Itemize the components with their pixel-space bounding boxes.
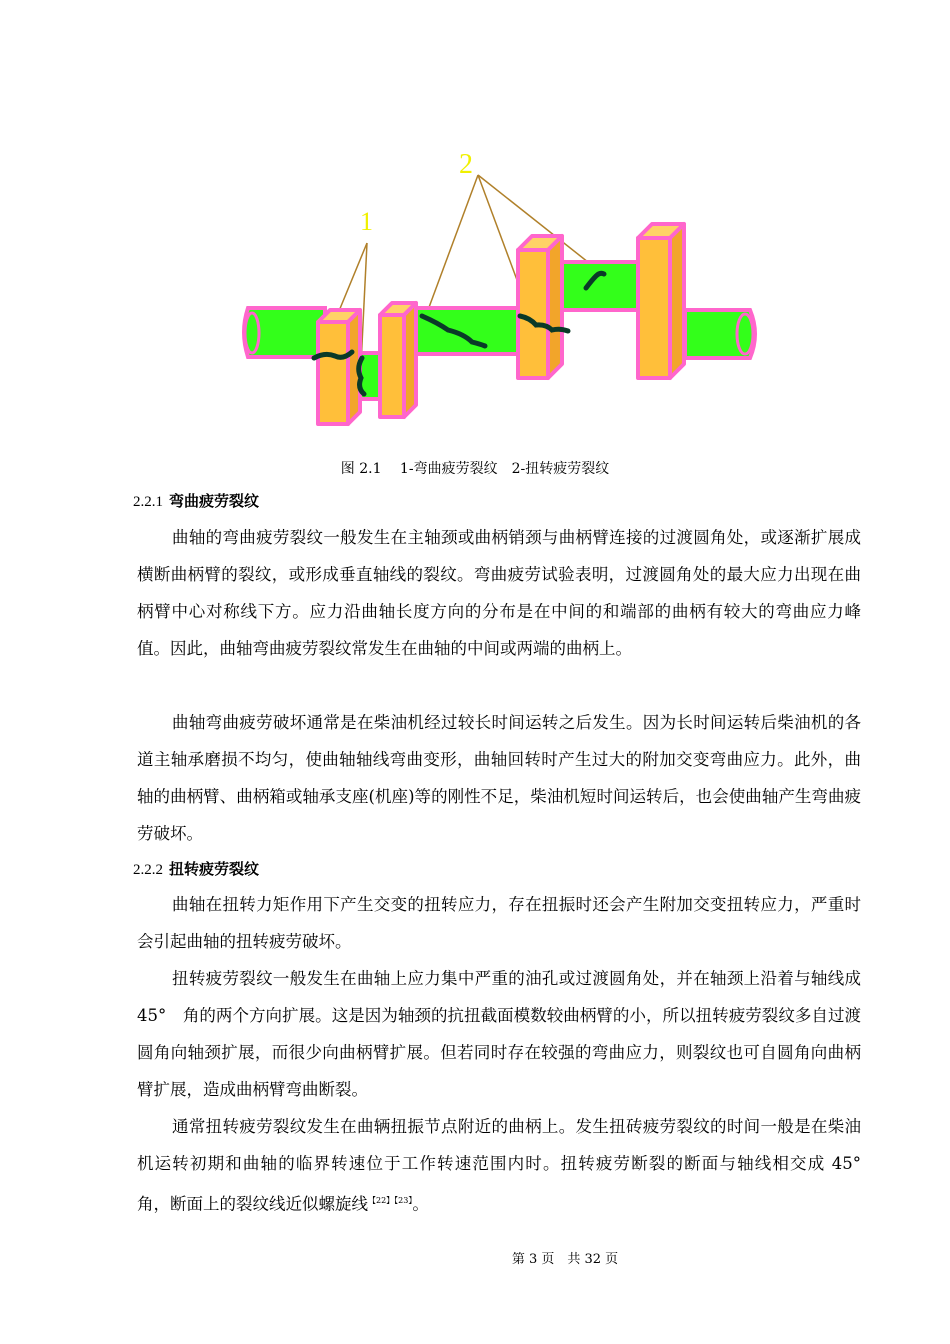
section-title: 扭转疲劳裂纹 (169, 860, 260, 878)
crank-web-3-side (548, 236, 562, 378)
main-journal-middle (415, 308, 520, 354)
crank-web-1-face (318, 322, 348, 424)
paragraph (137, 1108, 878, 1223)
paragraph: 曲轴在扭转力矩作用下产生交变的扭转应力，存在扭振时还会产生附加交变扭转应力，严重时会引起曲轴的扭转疲劳破坏。 (137, 895, 861, 951)
paragraph: 曲轴弯曲疲劳破坏通常是在柴油机经过较长时间运转之后发生。因为长时间运转后柴油机的各道主轴承磨损不均匀，使曲轴轴线弯曲变形，曲轴回转时产生过大的附加交变弯曲应力。此外，曲轴的曲柄臂、曲柄箱或轴承支座(机座)等的刚性不足，柴油机短时间运转后，也会使曲轴产生弯曲疲劳破坏。 (137, 713, 861, 843)
section-number: 2.2.2 (133, 862, 163, 878)
leader-line (428, 175, 478, 310)
crank-web-4-face (638, 238, 670, 378)
crankshaft-diagram (230, 140, 770, 440)
page-footer: 第 3 页 共 32 页 (511, 1252, 619, 1267)
journal-end (737, 314, 753, 354)
paragraph: 曲轴的弯曲疲劳裂纹一般发生在主轴颈或曲柄销颈与曲柄臂连接的过渡圆角处，或逐渐扩展成横断曲柄臂的裂纹，或形成垂直轴线的裂纹。弯曲疲劳试验表明，过渡圆角处的最大应力出现在曲柄臂中心对称线下方。应力沿曲轴长度方向的分布是在中间的和端部的曲柄有较大的弯曲应力峰值。因此，曲轴弯曲疲劳裂纹常发生在曲轴的中间或两端的曲柄上。 (137, 528, 861, 658)
crank-web-2-face (380, 315, 404, 417)
crank-web-3-face (518, 250, 548, 378)
citation: 【22】【23】 (368, 1196, 413, 1205)
crankshaft-shapes (244, 175, 755, 424)
paragraph: 扭转疲劳裂纹一般发生在曲轴上应力集中严重的油孔或过渡圆角处，并在轴颈上沿着与轴线成 45° 角的两个方向扩展。这是因为轴颈的抗扭截面模数较曲柄臂的小，所以扭转疲劳裂纹多自过渡圆角向轴颈扩展，而很少向曲柄臂扩展。但若同时存在较强的弯曲应力，则裂纹也可自圆角向曲柄臂扩展，造成曲柄臂弯曲断裂。 (137, 969, 861, 1099)
crank-pin-2 (558, 262, 640, 310)
journal-end (245, 313, 259, 353)
crank-web-4-side (670, 224, 684, 378)
label-2: 2 (459, 149, 473, 180)
figure-caption: 图 2.1 1-弯曲疲劳裂纹 2-扭转疲劳裂纹 (340, 461, 610, 477)
section-heading-2-2-2 (133, 858, 259, 879)
label-1: 1 (360, 207, 373, 236)
section-number: 2.2.1 (133, 494, 163, 510)
section-title: 弯曲疲劳裂纹 (169, 492, 260, 510)
crankshaft-figure (230, 140, 770, 440)
paragraph-text: 通常扭转疲劳裂纹发生在曲辆扭振节点附近的曲柄上。发生扭砖疲劳裂纹的时间一般是在柴油机运转初期和曲轴的临界转速位于工作转速范围内时。扭转疲劳断裂的断面与轴线相交成 45° 角，断面上的裂纹线近似螺旋线 (137, 1117, 878, 1214)
section-heading-2-2-1 (133, 490, 259, 511)
paragraph-end: 。 (412, 1194, 429, 1214)
